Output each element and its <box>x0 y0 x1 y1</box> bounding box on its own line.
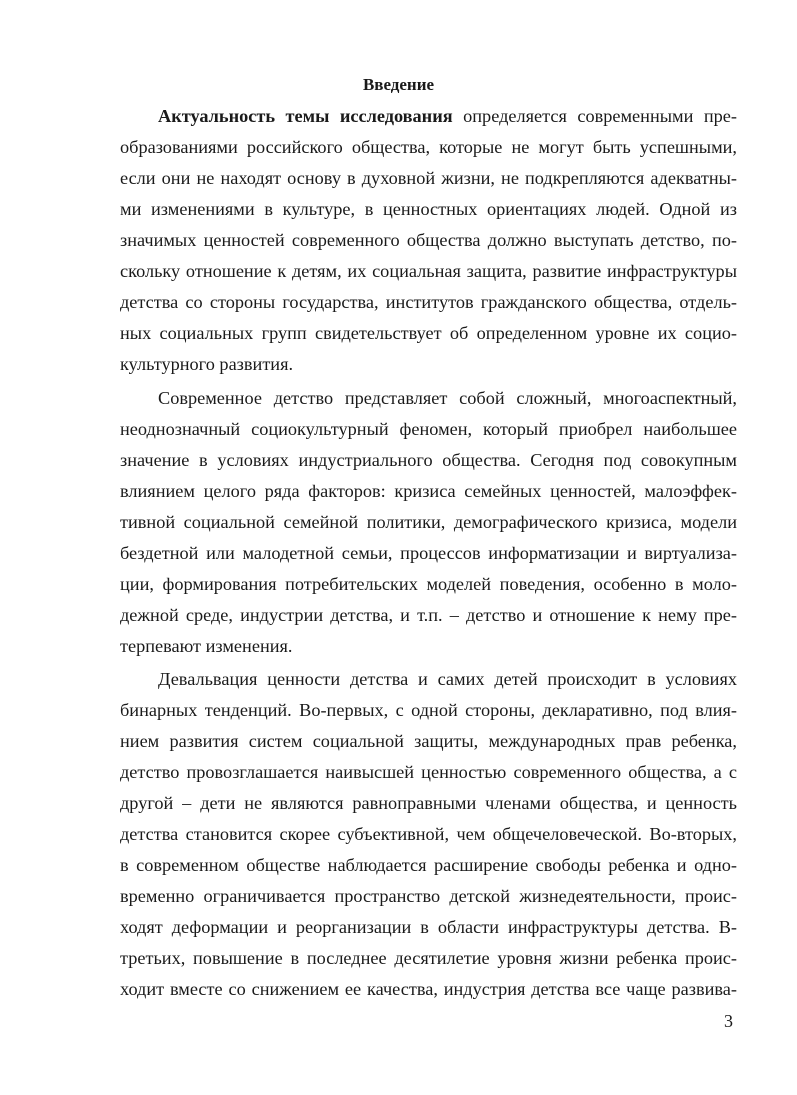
text-line: временно ограничивается пространство детской жизнедеятельности, проис- <box>120 886 737 906</box>
text-line: терпевают изменения. <box>120 636 293 656</box>
text-line: тивной социальной семейной политики, демографического кризиса, модели <box>120 512 737 532</box>
text-line: ми изменениями в культуре, в ценностных ориентациях людей. Одной из <box>120 199 737 219</box>
text-line: Девальвация ценности детства и самих детей происходит в условиях <box>158 669 737 689</box>
text-line: Современное детство представляет собой сложный, многоаспектный, <box>158 388 737 408</box>
text-line: детство провозглашается наивысшей ценностью современного общества, а с <box>120 762 737 782</box>
text-line: нием развития систем социальной защиты, международных прав ребенка, <box>120 731 737 751</box>
text-line: третьих, повышение в последнее десятилетие уровня жизни ребенка проис- <box>120 948 737 968</box>
text-line: ходит вместе со снижением ее качества, индустрия детства все чаще развива- <box>120 979 737 999</box>
text-line: образованиями российского общества, которые не могут быть успешными, <box>120 137 737 157</box>
text-line: в современном обществе наблюдается расширение свободы ребенка и одно- <box>120 855 737 875</box>
text-line: значение в условиях индустриального общества. Сегодня под совокупным <box>120 450 737 470</box>
page-number: 3 <box>724 1011 733 1031</box>
text-line: бездетной или малодетной семьи, процессов информатизации и виртуализа- <box>120 543 737 563</box>
text-line: бинарных тенденций. Во-первых, с одной стороны, декларативно, под влия- <box>120 700 737 720</box>
text-line: культурного развития. <box>120 354 294 374</box>
lead-bold-text: Актуальность темы исследования <box>158 106 453 126</box>
text-line: значимых ценностей современного общества должно выступать детство, по- <box>120 230 737 250</box>
text-line: детства становится скорее субъективной, чем общечеловеческой. Во-вторых, <box>120 824 737 844</box>
text-line: ходят деформации и реорганизации в области инфраструктуры детства. В- <box>120 917 737 937</box>
text-line: другой – дети не являются равноправными членами общества, и ценность <box>120 793 737 813</box>
text-line: если они не находят основу в духовной жизни, не подкрепляются адекватны- <box>120 168 737 188</box>
text-line: ных социальных групп свидетельствует об определенном уровне их социо- <box>120 323 737 343</box>
text-line: дежной среде, индустрии детства, и т.п. – детство и отношение к нему пре- <box>120 605 737 625</box>
text-line: скольку отношение к детям, их социальная защита, развитие инфраструктуры <box>120 261 737 281</box>
text-line: Актуальность темы исследования определяется современными пре- <box>158 106 737 126</box>
text-line: неоднозначный социокультурный феномен, который приобрел наибольшее <box>120 419 737 439</box>
text-line: ции, формирования потребительских моделей поведения, особенно в моло- <box>120 574 737 594</box>
text-line: детства со стороны государства, институтов гражданского общества, отдель- <box>120 292 737 312</box>
page-title: Введение <box>362 75 435 94</box>
text-line: влиянием целого ряда факторов: кризиса семейных ценностей, малоэффек- <box>120 481 737 501</box>
